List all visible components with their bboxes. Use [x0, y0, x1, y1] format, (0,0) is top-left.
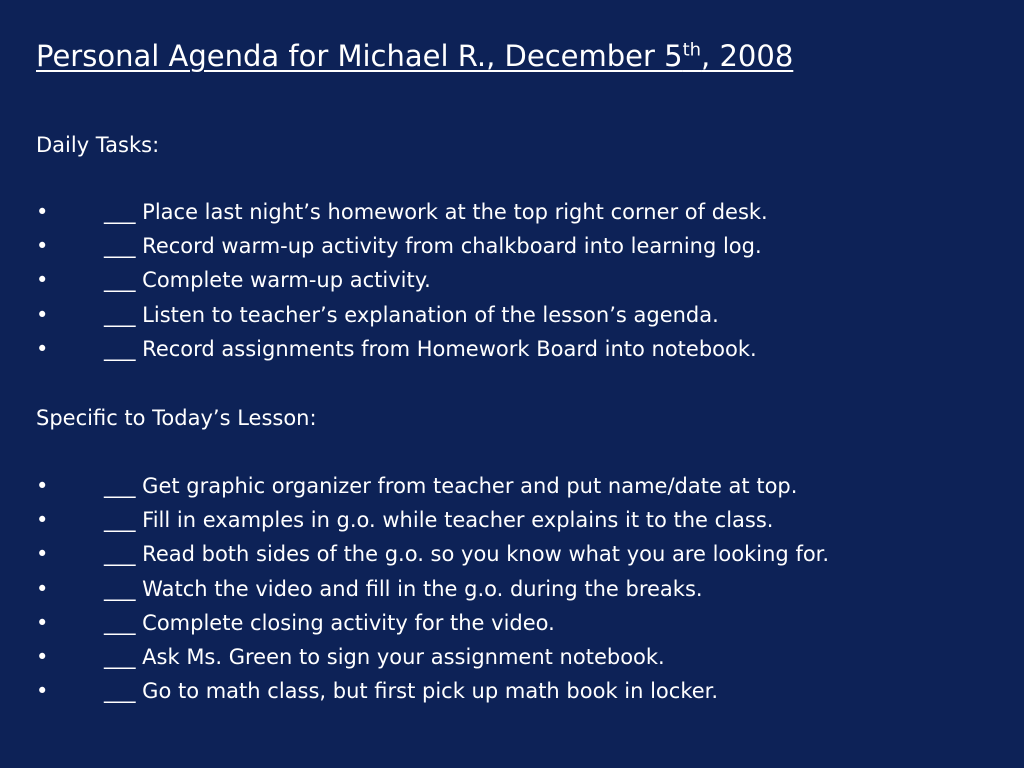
lesson-tasks-heading: Specific to Today’s Lesson:: [36, 406, 317, 430]
title-suffix: , 2008: [701, 39, 794, 73]
title-superscript: th: [682, 39, 702, 61]
page-title: [36, 36, 793, 76]
bullet-icon: •: [36, 679, 49, 704]
task-text: ___ Listen to teacher’s explanation of the lesson’s agenda.: [104, 302, 719, 327]
bullet-icon: •: [36, 542, 49, 567]
task-text: ___ Go to math class, but first pick up math book in locker.: [104, 679, 719, 704]
bullet-icon: •: [36, 268, 49, 293]
task-text: ___ Get graphic organizer from teacher and put name/date at top.: [104, 474, 798, 498]
task-text: ___ Complete closing activity for the video.: [104, 610, 555, 635]
bullet-icon: •: [36, 200, 49, 224]
task-text: ___ Complete warm-up activity.: [104, 268, 431, 293]
title-main: Personal Agenda for Michael R., December 5: [36, 39, 683, 73]
bullet-icon: •: [36, 508, 49, 533]
bullet-icon: •: [36, 610, 49, 635]
task-text: ___ Read both sides of the g.o. so you know what you are looking for.: [104, 542, 830, 567]
task-text: ___ Ask Ms. Green to sign your assignment notebook.: [104, 644, 665, 669]
task-text: ___ Record warm-up activity from chalkboard into learning log.: [104, 234, 762, 259]
task-text: ___ Place last night’s homework at the top right corner of desk.: [104, 200, 768, 224]
bullet-icon: •: [36, 302, 49, 327]
task-text: ___ Watch the video and fill in the g.o. during the breaks.: [104, 576, 703, 601]
bullet-icon: •: [36, 234, 49, 259]
bullet-icon: •: [36, 474, 49, 498]
bullet-icon: •: [36, 644, 49, 669]
daily-tasks-heading: Daily Tasks:: [36, 133, 160, 157]
task-text: ___ Fill in examples in g.o. while teacher explains it to the class.: [104, 508, 774, 533]
task-text: ___ Record assignments from Homework Board into notebook.: [104, 336, 757, 361]
bullet-icon: •: [36, 576, 49, 601]
bullet-icon: •: [36, 336, 49, 361]
